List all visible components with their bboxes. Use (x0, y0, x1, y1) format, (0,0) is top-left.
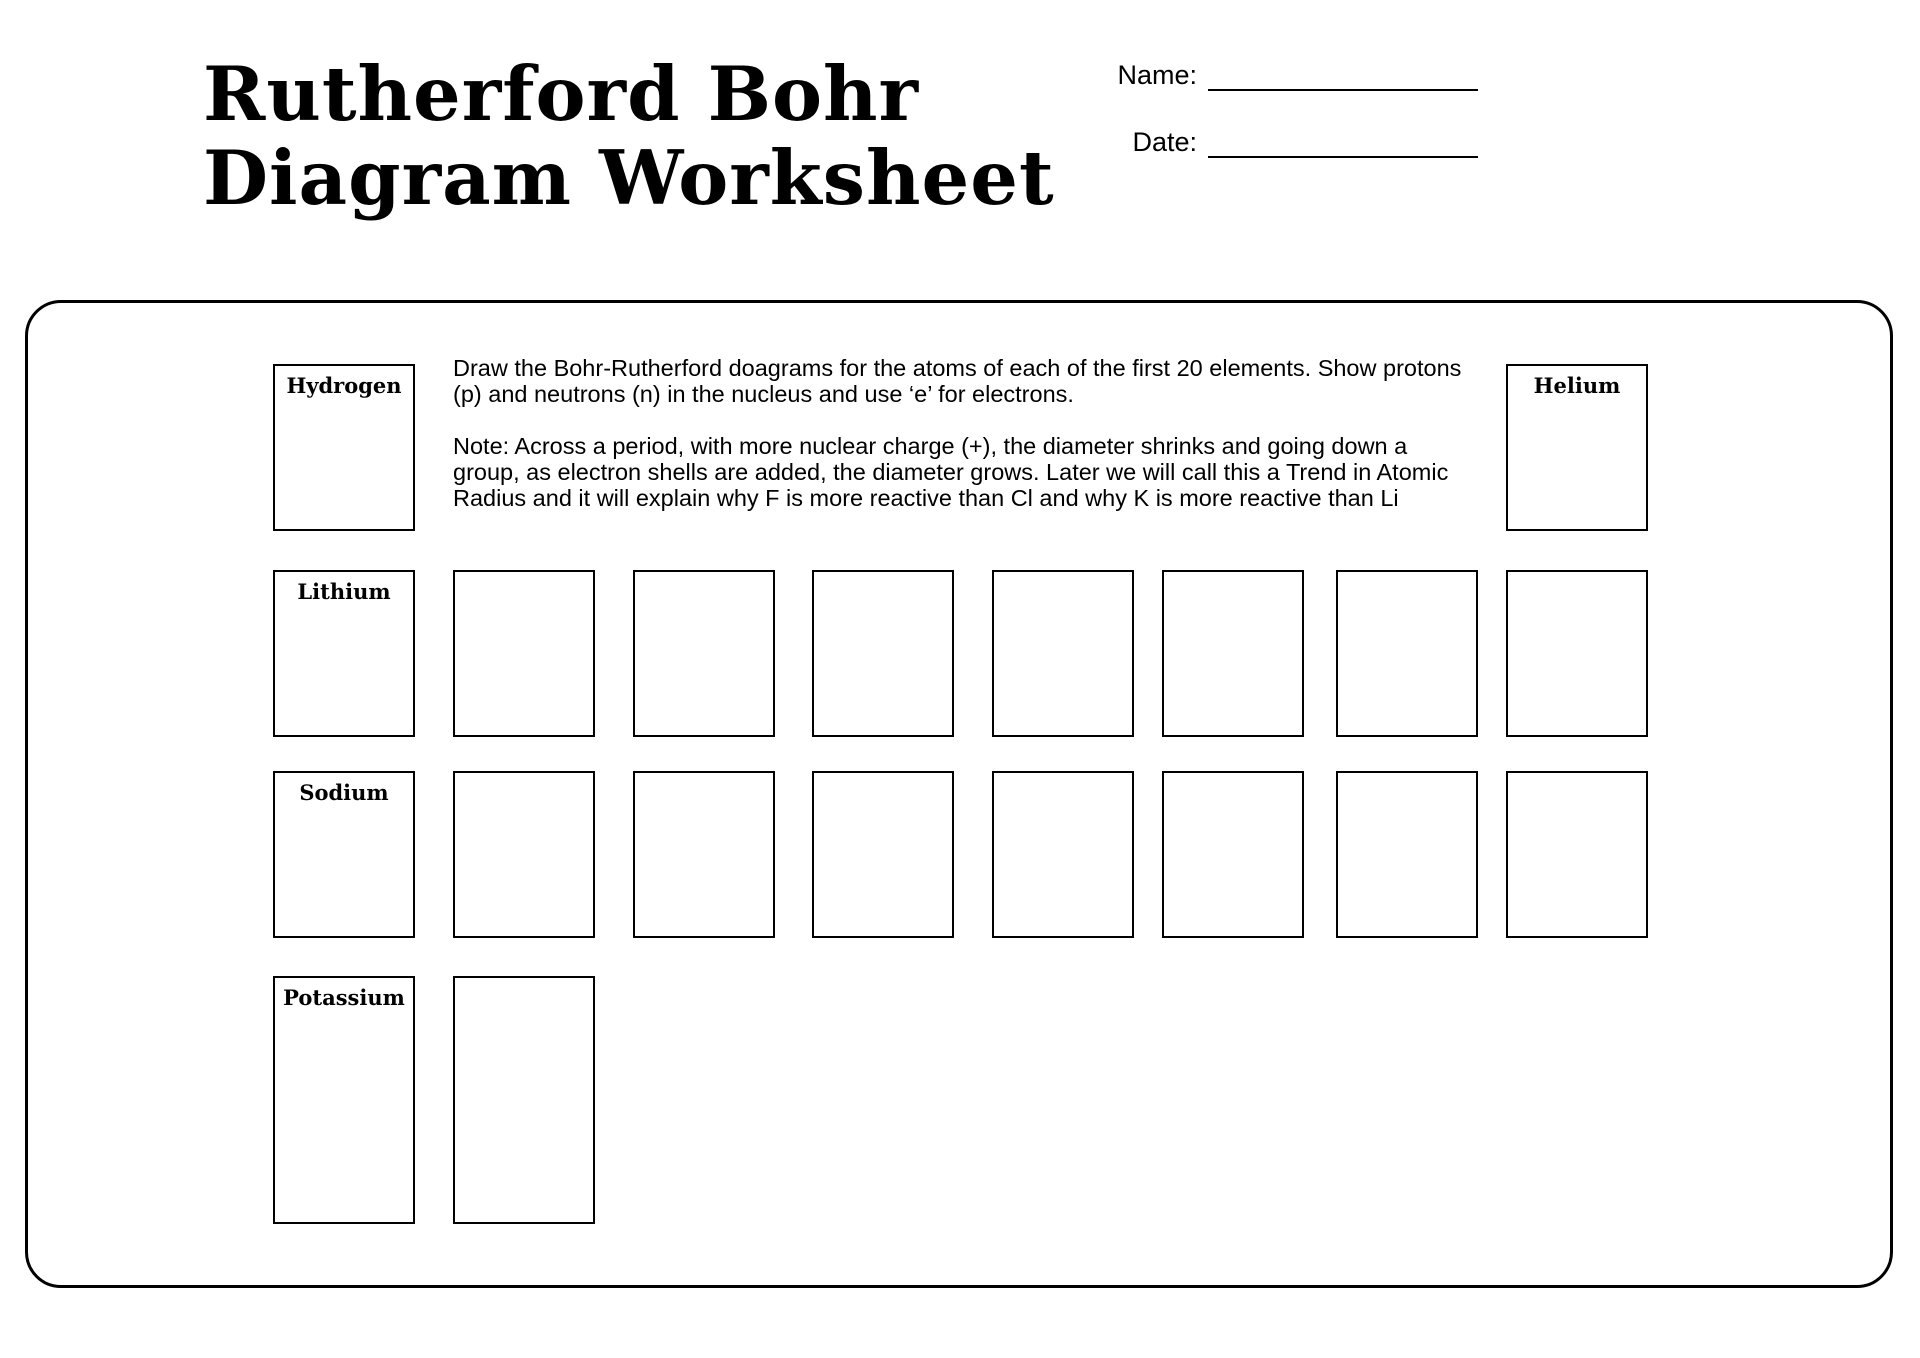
element-box-row2-6[interactable] (1336, 570, 1478, 737)
element-label-lithium: Lithium (297, 579, 391, 604)
element-box-hydrogen[interactable] (273, 364, 415, 531)
worksheet-title (203, 52, 1055, 220)
element-label-sodium: Sodium (299, 780, 389, 805)
element-box-sodium[interactable] (273, 771, 415, 938)
element-label-hydrogen: Hydrogen (286, 373, 402, 398)
element-box-potassium[interactable] (273, 976, 415, 1224)
element-box-row3-2[interactable] (633, 771, 775, 938)
element-box-row2-3[interactable] (812, 570, 954, 737)
element-box-lithium[interactable] (273, 570, 415, 737)
element-box-row2-2[interactable] (633, 570, 775, 737)
element-box-row4-1[interactable] (453, 976, 595, 1224)
title-line-2: Diagram Worksheet (203, 134, 1055, 222)
element-box-row2-4[interactable] (992, 570, 1134, 737)
instructions (453, 355, 1473, 537)
element-box-row2-5[interactable] (1162, 570, 1304, 737)
element-box-row3-3[interactable] (812, 771, 954, 938)
element-box-row3-5[interactable] (1162, 771, 1304, 938)
title-line-1: Rutherford Bohr (203, 50, 920, 138)
element-box-row3-4[interactable] (992, 771, 1134, 938)
element-box-row3-1[interactable] (453, 771, 595, 938)
instructions-paragraph-1: Draw the Bohr-Rutherford doagrams for the atoms of each of the first 20 elements. Show protons (p) and neutrons (n) in the nucleus and use ‘e’ for electrons. (453, 355, 1462, 407)
element-box-row3-7[interactable] (1506, 771, 1648, 938)
element-box-row2-1[interactable] (453, 570, 595, 737)
date-line[interactable] (1208, 156, 1478, 158)
element-label-potassium: Potassium (283, 985, 405, 1010)
name-label: Name: (1117, 60, 1197, 90)
element-label-helium: Helium (1533, 373, 1621, 398)
instructions-paragraph-2: Note: Across a period, with more nuclear charge (+), the diameter shrinks and going down a group, as electron shells are added, the diameter grows. Later we will call this a Trend in Atomic Radius and it will explain why F is more reactive than Cl and why K is more reactive than Li (453, 433, 1449, 511)
name-line[interactable] (1208, 89, 1478, 91)
element-box-row2-7[interactable] (1506, 570, 1648, 737)
element-box-row3-6[interactable] (1336, 771, 1478, 938)
date-label: Date: (1132, 127, 1197, 157)
element-box-helium[interactable] (1506, 364, 1648, 531)
